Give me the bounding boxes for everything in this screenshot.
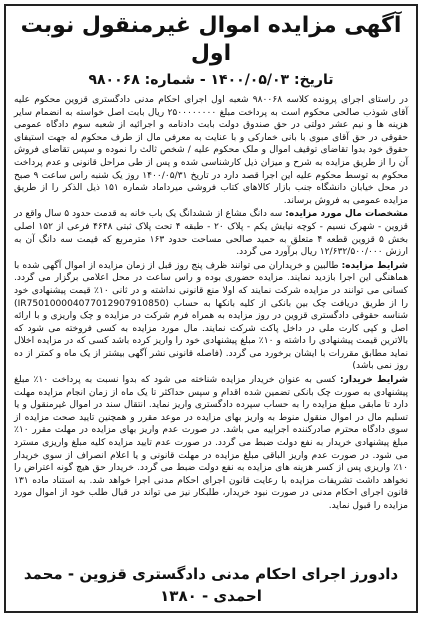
buyer-terms-heading: شرایط خریدار:	[339, 375, 408, 386]
intro-paragraph: در راستای اجرای پرونده کلاسه ۹۸۰۰۶۸ شعبه اول اجرای احکام مدنی دادگستری قزوین محکوم علیه آقای شوذب صالحی محکوم است به پرداخت مبلغ ۲۵۰۰۰۰۰۰۰۰ ریال بابت اصل خواسته به انضمام سایر هزینه ها و نیم عشر دولتی در حق صندوق دولت بابت دادنامه و اجرائیه از شعبه سوم دادگاه عمومی حقوقی در حق آقای مبوی با بانی خمارکی و با عنایت به معرفی مال از طرف محکوم له جهت استیفای حقوق خود بدوا تقاضای توقیف اموال و ملک محکوم علیه / شخص ثالث را نموده و سپس تقاضای فروش آن را از طریق مزایده به شرح و میزان ذیل کارشناسی شده و پس از طی مراحل قانونی و عدم پرداخت محکوم به توسط محکوم علیه این اجرا قصد دارد در تاریخ ۱۴۰۰/۰۵/۳۱ روز یک شنبه راس ساعت ۹ صبح در محل خیابان دانشگاه جنب بازار کالاهای کتاب فروشی میرداماد شماره ۱۵۱ ذیل الذکر را از طریق مزایده عمومی به فروش برساند.	[14, 95, 408, 206]
property-spec-paragraph	[14, 208, 408, 258]
notice-body	[10, 94, 412, 513]
auction-terms-paragraph	[14, 260, 408, 373]
notice-frame	[4, 4, 418, 613]
property-spec-text: سه دانگ مشاع از ششدانگ یک باب خانه به قدمت حدود ۵ سال واقع در قزوین - شهرک نسیم - کوچه نیایش یکم - پلاک ۲۰ - طبقه ۴ تحت پلاک ثبتی ۴۶۴۸ فرعی از ۱۵۲ اصلی بخش ۵ قزوین قطعه ۴ متعلق به حمید صالحی مساحت حدود ۱۶۳ مترمربع که قیمت سه دانگ آن به ارزش ۱۲/۶۳۲/۵۰۰/۰۰۰ ریال برآورد می گردد.	[14, 209, 409, 258]
notice-date-number: تاریخ: ۱۴۰۰/۰۵/۰۳ - شماره: ۹۸۰۰۶۸	[88, 72, 334, 88]
property-spec-heading: مشخصات مال مورد مزایده:	[285, 209, 408, 220]
buyer-terms-text: کسی به عنوان خریدار مزایده شناخته می شود که بدوا نسبت به پرداخت ۱۰٪ مبلغ پیشنهادی به صورت چک بانکی تضمین شده اقدام و سپس حداکثر تا یک ماه از زمان انجام مزایده مهلت دارد تا مابقی مبلغ مزایده را به حساب سپرده دادگستری واریز نماید. انتقال سند در اموال غیرمنقول و یا تسلیم مال در اموال منقول منوط به واریز بهای مزایده در موعد مقرر و همچنین تایید صحت مزایده از سوی دادگاه محترم صادرکننده اجراییه می باشد. در صورت عدم واریز بهای مزایده در مهلت مقرر ۱۰٪ مبلغ پیشنهادی خریدار به نفع دولت ضبط می گردد. در صورت عدم تایید مزایده کلیه مبلغ واریزی مسترد می شود. در صورت عدم واریز الباقی مبلغ مزایده در مهلت قانونی و یا اعلام انصراف از سوی خریدار ۱۰٪ واریزی پس از کسر هزینه های مزایده به نفع دولت ضبط می گردد. خریدار حق هیچ گونه اعتراض را نخواهد داشت تشریفات مزایده با رعایت قانون اجرای احکام مدنی اجرا خواهد شد. به استناد ماده ۱۳۱ قانون اجرای احکام مدنی در صورت نبود خریدار، طلبکار نیز می تواند در قبال طلب خود از اموال مورد مزایده را قبول نماید.	[14, 375, 408, 511]
buyer-terms-paragraph	[14, 374, 408, 513]
notice-signature: دادورز اجرای احکام مدنی دادگستری قزوین - محمد احمدی - ۱۳۸۰	[23, 565, 399, 605]
auction-terms-heading: شرایط مزایده:	[341, 260, 408, 271]
notice-content	[10, 10, 412, 607]
notice-title: آگهی مزایده اموال غیرمنقول نوبت اول	[20, 13, 402, 66]
auction-terms-text: طالبین و خریداران می توانند ظرف پنج روز قبل از زمان مزایده از اموال آگهی شده با هماهنگی این اجرا بازدید نمایند. مزایده حضوری بوده و راس ساعت در محل اعلامی برگزار می گردد. کسانی می توانند در مزایده شرکت نمایند که اولا منع قانونی نداشته و در ثانی ۱۰٪ قیمت پیشنهادی خود را از طریق دریافت چک بین بانکی از کلیه بانکها به حساب (IR750100004077012907910850) شناسه حقوقی دادگستری قزوین در روز مزایده به همراه فرم شرکت در مزایده و چک واریزی و با ارائه اصل و کپی کارت ملی در داخل پاکت شرکت نمایند. مال مورد مزایده به کسی فروخته می شود که بالاترین قیمت پیشنهادی را داشته و ۱۰٪ مبلغ پیشنهادی خود را واریز کرده باشد کسی که در مزایده اخلال نماید مطابق مقررات با ایشان برخورد می گردد. (فاصله قانونی نشر آگهی بیشتر از یک ماه و کمتر از ده روز نمی باشد)	[14, 260, 409, 372]
